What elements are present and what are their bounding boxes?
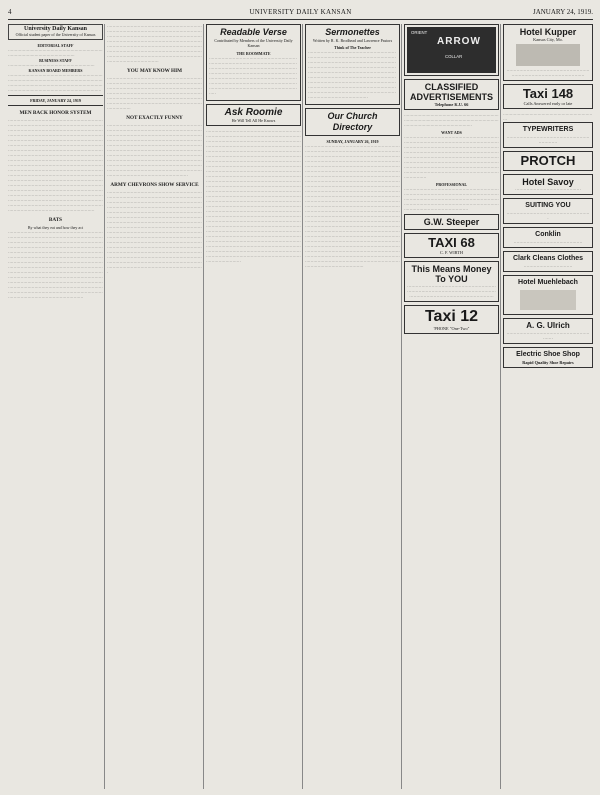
professional-heading: PROFESSIONAL [435,182,468,187]
editorial-headline: BATS [48,217,63,223]
article-body: ······································································································································································································································································································································································································································································································································································································································································································································································································································································································································································································································································································································································································································································································································ [8,118,103,213]
savoy-ad [503,174,593,195]
headline-subtitle: By what they eat and how they act [27,225,84,230]
muehlebach-illustration [520,290,576,310]
staff-heading: KANSAN BOARD MEMBERS [28,68,83,73]
dateline: FRIDAY, JANUARY 24, 1919 [30,98,81,103]
shoe-shop-title: Electric Shoe Shop [516,351,580,358]
jeweler-ad-text: ······································································ [503,112,593,122]
poem-title: THE ROOMMATE [236,51,271,56]
suiting-ad [503,198,593,224]
taxi68-ad [404,233,499,258]
clark-ad [503,251,593,272]
verse-box [206,24,301,101]
essay-title: Think of The Teacher [334,45,371,50]
steeper-name: G.W. Steeper [423,217,480,227]
ulrich-ad [503,318,593,344]
page-header [8,8,593,18]
editorial-headline: YOU MAY KNOW HIM [127,68,182,74]
article-body: ········································································································································································································································································································································································································································· [107,76,202,111]
editorial-headline: MEN BACK HONOR SYSTEM [19,110,92,116]
column-2 [107,24,202,789]
hotel-kupper-name: Hotel Kupper [519,27,577,37]
sermonettes-subtitle: Written by R. K. Brodhead and Lawrence Pastors [312,38,393,43]
article-body: ································································································································································································································································································································································································································································································································································································································································································································································································································································································································································································································································································································· [107,190,202,275]
want-ads-heading: WANT ADS [441,130,462,135]
steeper-ad [404,214,499,230]
muehlebach-title: Hotel Muehlebach [518,279,578,286]
sermonettes-box [305,24,400,105]
taxi68-owner: C. F. WIRTH [440,250,463,255]
arrow-brand: ARROW [437,36,481,47]
verse-title: Readable Verse [220,27,287,37]
classified-title: CLASSIFIED ADVERTISEMENTS [409,82,493,102]
protch-ad [503,151,593,171]
article-body: ·································································································································································································································································································································································································································································································································································································································································································································································· [107,123,202,178]
muehlebach-ad [503,275,593,315]
issue-date: JANUARY 24, 1919. [532,8,593,16]
column-divider [302,24,303,789]
filler-text: ································································· [8,63,95,68]
column-divider [401,24,402,789]
column-divider [500,24,501,789]
directory-date: SUNDAY, JANUARY 26, 1919 [326,139,379,144]
hotel-kupper-body: ············································································································· [506,68,590,78]
ask-roomie-box [206,104,301,126]
paper-name: University Daily Kansan [23,26,87,32]
taxi148-title: Taxi 148 [522,86,574,101]
conklin-title: Conklin [535,231,561,238]
arrow-collar-illustration [407,27,496,73]
ask-roomie-subtitle: He Will Tell All He Knows [231,118,276,123]
divider [8,95,103,96]
savoy-title: Hotel Savoy [522,177,574,187]
suiting-title: SUITING YOU [525,202,571,209]
clark-title: Clark Cleans Clothes [512,255,584,262]
taxi12-title: Taxi 12 [424,308,479,325]
money-ad [404,261,499,302]
shoe-shop-ad [503,347,593,368]
column-5 [404,24,499,789]
hotel-kupper-city: Kansas City, Mo. [533,37,563,42]
savoy-body: ·············································· [515,187,581,192]
ulrich-title: A. G. Ulrich [526,321,570,330]
conklin-body: ················································ [513,240,583,245]
letters-body: ································································································································································································································································································································································································································································································································································································································································································································································································································································································································································································································································································································································································································································································································································································································································································································································································································································································································································································································································· [206,129,301,264]
classified-rates: ································································································································································································· [404,113,499,128]
column-divider [203,24,204,789]
column-1 [8,24,103,789]
filler-text: ··························································································································································································································································································· [8,73,103,93]
staff-heading: BUSINESS STAFF [39,58,72,63]
classified-phone: Telephone K.U. 66 [434,102,469,107]
money-body: ······················································································································································································· [407,284,496,299]
arrow-sub: COLLAR [445,54,463,59]
arrow-collar-ad [404,24,499,76]
divider [8,105,103,106]
editorial-headline: ARMY CHEVRONS SHOW SERVICE [110,182,199,188]
editorial-headline: NOT EXACTLY FUNNY [126,115,183,121]
hotel-illustration [516,44,580,66]
editorial-masthead [8,24,103,40]
sermonettes-title: Sermonettes [325,27,380,37]
taxi148-ad [503,84,593,109]
ulrich-body: ································································· [506,331,590,341]
conklin-ad [503,227,593,248]
suiting-body: ··························································· [506,211,590,221]
paper-subtitle: Official student paper of the University of Kansas [15,32,96,37]
ask-roomie-title: Ask Roomie [224,107,283,118]
article-body: ································································································································································································································································································································································································································································································································· [107,24,202,64]
classified-header [404,79,499,110]
column-6 [503,24,593,789]
taxi148-sub: Calls Answered early or late [523,101,573,106]
page-number: 4 [8,8,12,16]
clark-body: ·································· [523,264,573,269]
column-divider [104,24,105,789]
shoe-shop-sub: Rapid Quality Shoe Repairs [522,360,574,365]
want-ads-body: ················································································································································································································································································································································································································································································································································································ [404,135,499,180]
filler-text: ························································································································· [8,48,103,58]
arrow-top-word: ORIENT [411,30,428,35]
church-directory-title: Our Church Directory [327,111,378,132]
column-3 [206,24,301,789]
verse-subtitle: Contributed by Members of the University Daily Kansan [214,38,293,48]
protch-title: PROTCH [520,153,576,168]
essay-body: ·································································································································································································································································································································································································································································································································································································································· [308,50,396,100]
column-4 [305,24,400,789]
typewriters-title: TYPEWRITERS [522,126,574,133]
taxi68-title: TAXI 68 [428,235,475,250]
church-directory-box [305,108,400,136]
taxi12-ad [404,305,499,334]
header-rule [8,19,593,20]
professional-body: ······························································································································································································································································································································ [404,187,499,212]
directory-body: ·········································································································································································································································································································································································································································································································································································································································································································································································································································································································································································································································································································································································································································································································································································································································································································································································································································································································································· [305,144,400,269]
money-title: This Means Money To YOU [411,264,492,284]
taxi12-phone: 'PHONE "One-Two" [433,326,470,331]
typewriters-ad [503,122,593,148]
poem-body: ······························································································································································································································································································································································································································································ [209,56,297,96]
masthead-title: UNIVERSITY DAILY KANSAN [249,8,352,16]
hotel-kupper-ad [503,24,593,81]
typewriters-body: ······································································· [506,135,590,145]
article-body: ·········································································································································································································································································································································································································································································································································································································································································································································································································································································································································································· [8,230,103,300]
staff-heading: EDITORIAL STAFF [37,43,74,48]
